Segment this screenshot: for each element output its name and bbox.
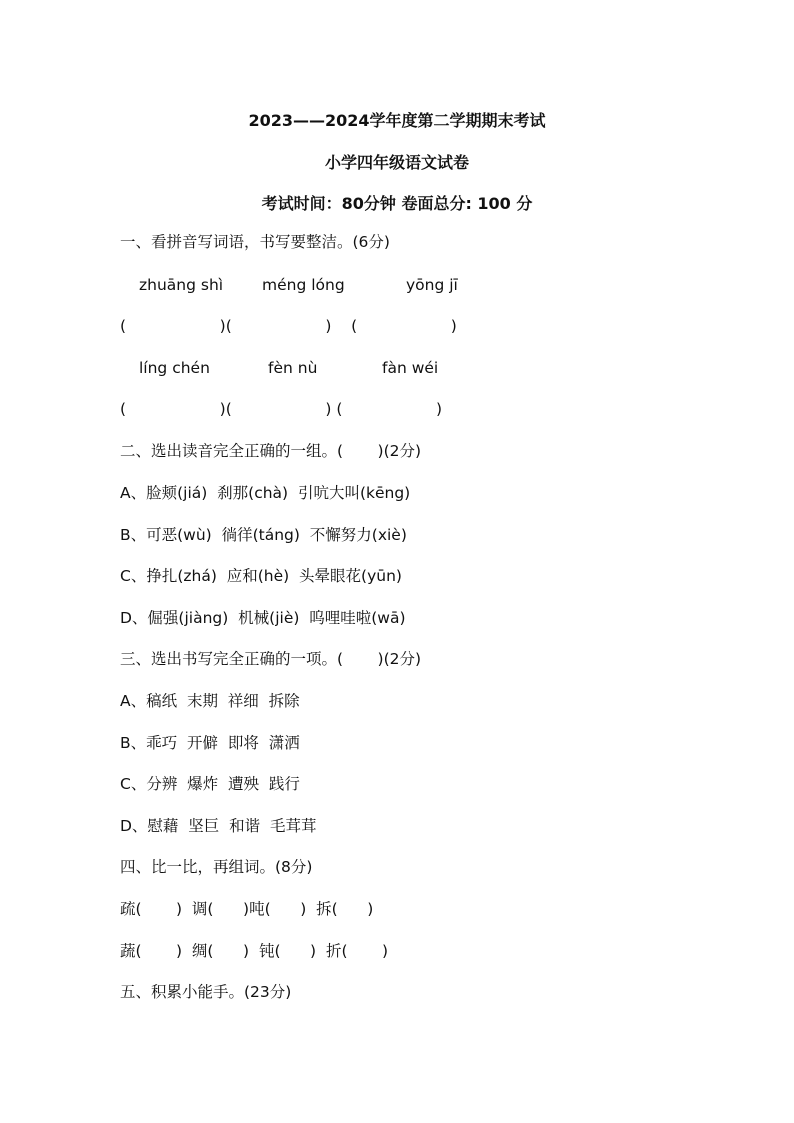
exam-subtitle: 小学四年级语文试卷 bbox=[324, 153, 469, 172]
pinyin-item: líng chén bbox=[139, 359, 210, 377]
option-item: D、慰藉 坚巨 和谐 毛茸茸 bbox=[120, 817, 317, 835]
option-item: A、脸颊(jiá) 刹那(chà) 引吭大叫(kēng) bbox=[120, 484, 411, 502]
option-item: B、乖巧 开僻 即将 潇洒 bbox=[120, 734, 300, 752]
q2-heading: 二、选出读音完全正确的一组。( )(2分) bbox=[120, 442, 422, 460]
q4-heading: 四、比一比，再组词。(8分) bbox=[120, 858, 313, 876]
word-compare-row[interactable]: 疏( ) 调( )吨( ) 拆( ) bbox=[120, 900, 374, 918]
answer-blanks-row[interactable]: ( )( ) ( ) bbox=[120, 317, 457, 335]
pinyin-item: fàn wéi bbox=[382, 359, 439, 377]
option-item: C、挣扎(zhá) 应和(hè) 头晕眼花(yūn) bbox=[120, 567, 402, 585]
option-item: B、可恶(wù) 徜徉(táng) 不懈努力(xiè) bbox=[120, 526, 407, 544]
q5-heading: 五、积累小能手。(23分) bbox=[120, 983, 292, 1001]
q3-heading: 三、选出书写完全正确的一项。( )(2分) bbox=[120, 650, 422, 668]
exam-info: 考试时间：80分钟 卷面总分: 100 分 bbox=[261, 194, 533, 213]
pinyin-item: fèn nù bbox=[268, 359, 318, 377]
exam-title: 2023——2024学年度第二学期期末考试 bbox=[248, 111, 546, 130]
pinyin-item: zhuāng shì bbox=[139, 276, 224, 294]
option-item: C、分辨 爆炸 遭殃 践行 bbox=[120, 775, 300, 793]
option-item: A、稿纸 末期 祥细 拆除 bbox=[120, 692, 300, 710]
pinyin-item: yōng jī bbox=[406, 276, 458, 294]
q1-heading: 一、看拼音写词语，书写要整洁。(6分) bbox=[120, 233, 390, 251]
option-item: D、倔强(jiàng) 机械(jiè) 呜哩哇啦(wā) bbox=[120, 609, 406, 627]
word-compare-row[interactable]: 蔬( ) 绸( ) 钝( ) 折( ) bbox=[120, 942, 389, 960]
pinyin-item: méng lóng bbox=[262, 276, 345, 294]
answer-blanks-row[interactable]: ( )( ) ( ) bbox=[120, 400, 443, 418]
